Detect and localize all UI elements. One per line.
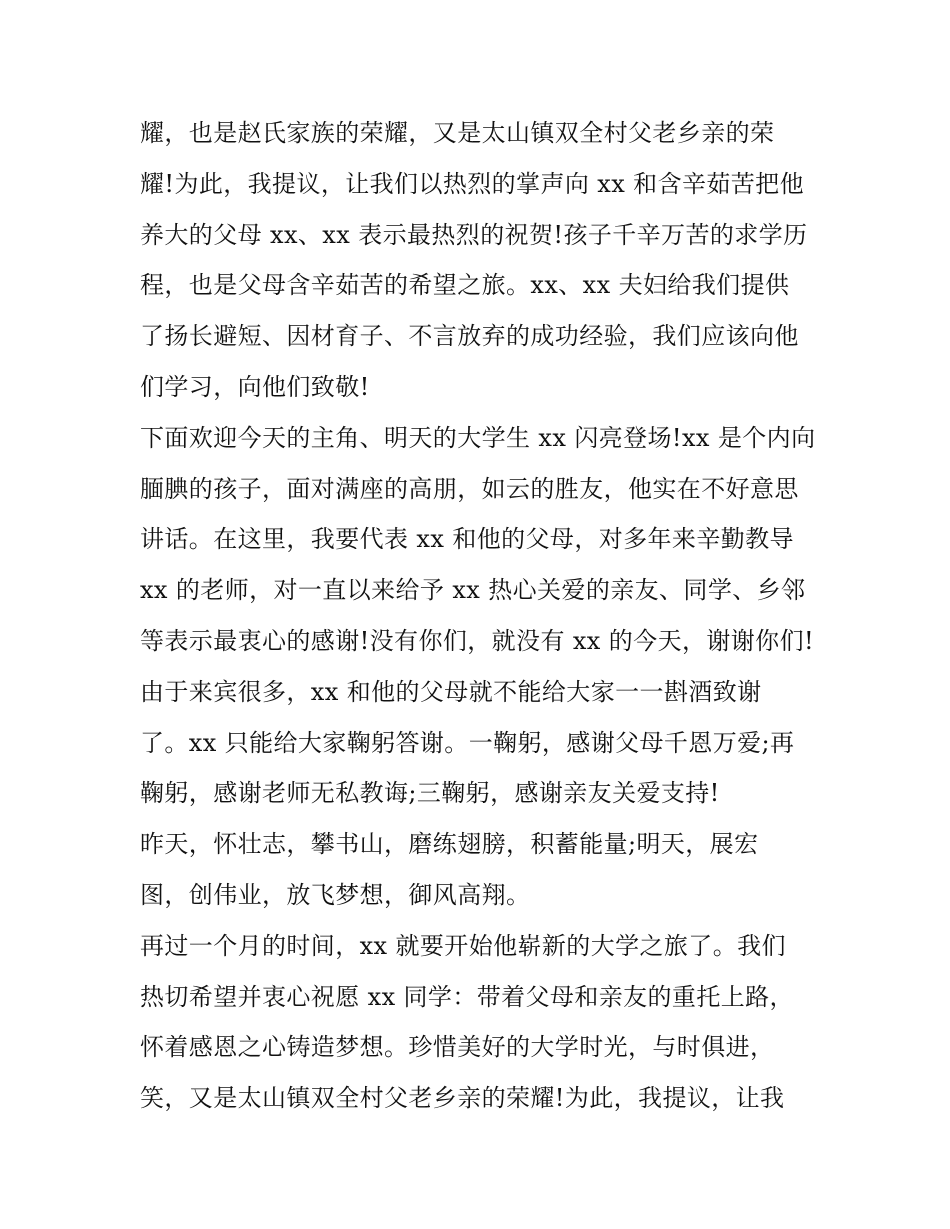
text-line: 下面欢迎今天的主角、明天的大学生 xx 闪亮登场!xx 是个内向 [140, 423, 816, 452]
text-line: 笑，又是太山镇双全村父老乡亲的荣耀!为此，我提议，让我 [140, 1084, 785, 1113]
text-line: 程，也是父母含辛茹苦的希望之旅。xx、xx 夫妇给我们提供 [140, 271, 790, 300]
text-line: xx 的老师，对一直以来给予 xx 热心关爱的亲友、同学、乡邻 [140, 576, 806, 605]
text-line: 耀，也是赵氏家族的荣耀，又是太山镇双全村父老乡亲的荣 [140, 119, 775, 147]
text-line: 等表示最衷心的感谢!没有你们，就没有 xx 的今天，谢谢你们! [140, 626, 815, 655]
text-line: 讲话。在这里，我要代表 xx 和他的父母，对多年来辛勤教导 [140, 525, 794, 554]
text-line: 图，创伟业，放飞梦想，御风高翔。 [140, 880, 531, 909]
text-line: 怀着感恩之心铸造梦想。珍惜美好的大学时光，与时俱进， [140, 1033, 775, 1062]
text-line: 耀!为此，我提议，让我们以热烈的掌声向 xx 和含辛茹苦把他 [140, 169, 804, 198]
text-line: 热切希望并衷心祝愿 xx 同学：带着父母和亲友的重托上路， [140, 982, 794, 1011]
text-line: 由于来宾很多，xx 和他的父母就不能给大家一一斟酒致谢 [140, 677, 762, 706]
document-body [140, 108, 830, 1124]
text-line: 养大的父母 xx、xx 表示最热烈的祝贺!孩子千辛万苦的求学历 [140, 220, 808, 249]
text-line: 鞠躬，感谢老师无私教诲;三鞠躬，感谢亲友关爱支持! [140, 779, 720, 808]
text-line: 了。xx 只能给大家鞠躬答谢。一鞠躬，感谢父母千恩万爱;再 [140, 728, 795, 757]
text-line: 再过一个月的时间，xx 就要开始他崭新的大学之旅了。我们 [140, 931, 786, 960]
text-line: 腼腆的孩子，面对满座的高朋，如云的胜友，他实在不好意思 [140, 474, 799, 503]
text-line: 们学习，向他们致敬! [140, 372, 370, 401]
text-line: 了扬长避短、因材育子、不言放弃的成功经验，我们应该向他 [140, 322, 799, 351]
text-line: 昨天，怀壮志，攀书山，磨练翅膀，积蓄能量;明天，展宏 [140, 830, 759, 859]
